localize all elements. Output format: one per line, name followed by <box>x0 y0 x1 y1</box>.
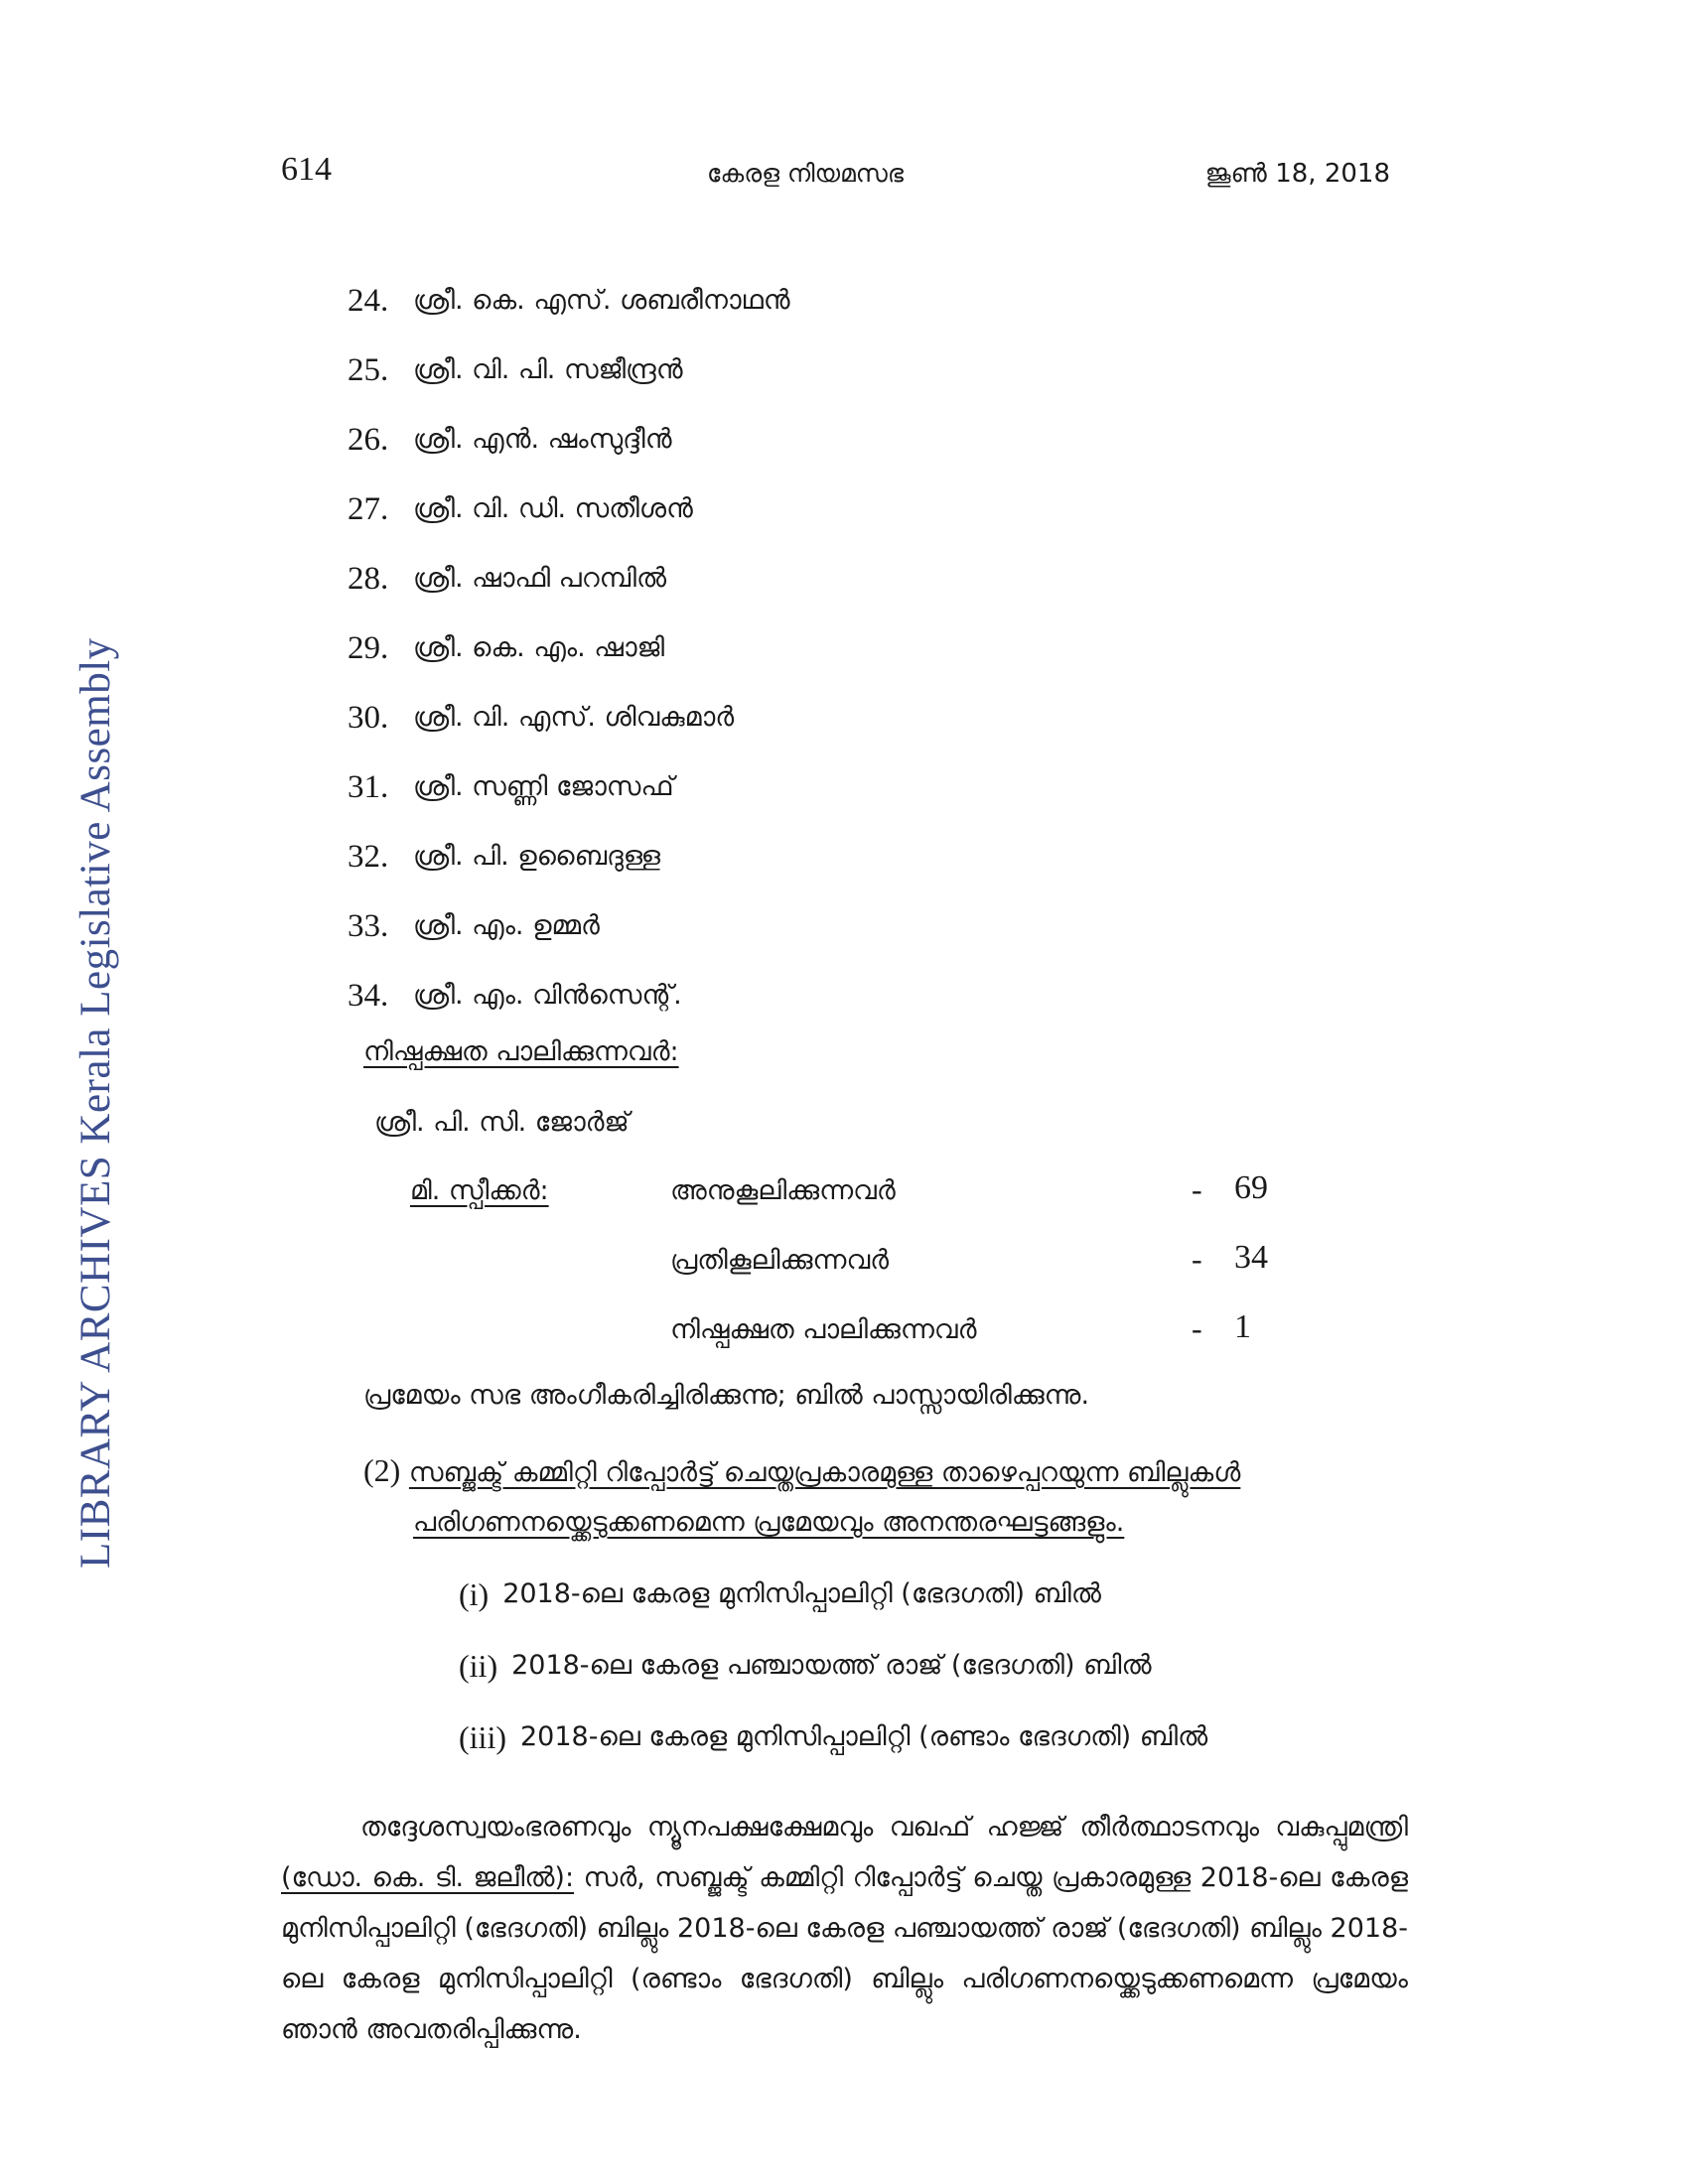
bill-index: (iii) <box>459 1718 506 1755</box>
vote-label: അനുകൂലിക്കുന്നവർ <box>670 1175 896 1206</box>
member-number: 31. <box>348 768 389 805</box>
vote-count: 1 <box>1234 1308 1251 1345</box>
neutral-heading: നിഷ്പക്ഷത പാലിക്കുന്നവർ: <box>363 1036 679 1067</box>
member-number: 34. <box>348 977 389 1014</box>
list-item <box>348 475 790 544</box>
bill-list <box>459 1559 1207 1773</box>
member-name: ശ്രീ. കെ. എസ്. ശബരീനാഥൻ <box>413 285 790 316</box>
bill-title: 2018-ലെ കേരള മുനിസിപ്പാലിറ്റി (രണ്ടാം ഭേദഗതി) ബിൽ <box>519 1721 1208 1752</box>
list-item <box>348 266 790 336</box>
motion-result: പ്രമേയം സഭ അംഗീകരിച്ചിരിക്കുന്നു; ബിൽ പാസ്സായിരിക്കുന്നു. <box>363 1380 1090 1411</box>
bill-index: (i) <box>459 1575 490 1612</box>
archive-watermark: LIBRARY ARCHIVES Kerala Legislative Assembly <box>72 637 119 1569</box>
member-number: 33. <box>348 907 389 944</box>
vote-count: 34 <box>1234 1239 1268 1276</box>
member-name: ശ്രീ. പി. ഉബൈദുള്ള <box>413 841 660 872</box>
member-name: ശ്രീ. വി. പി. സജീന്ദ്രൻ <box>413 354 683 385</box>
member-number: 27. <box>348 490 389 527</box>
vote-label: നിഷ്പക്ഷത പാലിക്കുന്നവർ <box>670 1314 977 1345</box>
member-name: ശ്രീ. എം. വിൻസെന്റ്. <box>413 980 682 1011</box>
neutral-member: ശ്രീ. പി. സി. ജോർജ് <box>374 1107 630 1138</box>
member-number: 24. <box>348 282 389 319</box>
agenda-item-number: (2) <box>363 1452 401 1488</box>
agenda-item-title-1: സബ്ജക്ട് കമ്മിറ്റി റിപ്പോർട്ട് ചെയ്തപ്രകാരമുള്ള താഴെപ്പറയുന്ന ബില്ലുകൾ <box>408 1457 1241 1488</box>
list-item <box>459 1630 1207 1702</box>
member-name: ശ്രീ. വി. എസ്. ശിവകുമാർ <box>413 702 735 733</box>
member-number: 28. <box>348 560 389 597</box>
member-name: ശ്രീ. എം. ഉമ്മർ <box>413 910 600 941</box>
list-item <box>348 752 790 822</box>
bill-title: 2018-ലെ കേരള മുനിസിപ്പാലിറ്റി (ഭേദഗതി) ബിൽ <box>502 1578 1101 1609</box>
vote-dash: - <box>1192 1310 1202 1346</box>
member-number: 26. <box>348 421 389 458</box>
speaker-label: മി. സ്പീക്കർ: <box>410 1175 549 1206</box>
vote-dash: - <box>1192 1241 1202 1277</box>
vote-row-ayes <box>410 1160 1304 1229</box>
agenda-item-title-2: പരിഗണനയ്ക്കെടുക്കണമെന്ന പ്രമേയവും അനന്തരഘട്ടങ്ങളും. <box>413 1507 1125 1538</box>
vote-row-abstain <box>410 1298 1304 1368</box>
vote-tally <box>410 1160 1304 1368</box>
list-item <box>348 683 790 752</box>
header-title: കേരള നിയമസഭ <box>707 159 904 188</box>
vote-dash: - <box>1192 1171 1202 1207</box>
bill-index: (ii) <box>459 1647 498 1684</box>
bill-title: 2018-ലെ കേരള പഞ്ചായത്ത് രാജ് (ഭേദഗതി) ബിൽ <box>511 1650 1152 1681</box>
member-name: ശ്രീ. വി. ഡി. സതീശൻ <box>413 493 693 524</box>
member-number: 29. <box>348 629 389 666</box>
member-number: 30. <box>348 699 389 736</box>
list-item <box>348 822 790 891</box>
agenda-item-heading <box>363 1445 1406 1548</box>
vote-row-noes <box>410 1229 1304 1298</box>
list-item <box>348 891 790 961</box>
agenda-item-line-1 <box>363 1445 1406 1498</box>
list-item <box>348 961 790 1030</box>
statement-intro: തദ്ദേശസ്വയംഭരണവും ന്യൂനപക്ഷക്ഷേമവും വഖഫ് ഹജ്ജ് തീർത്ഥാടനവും വകുപ്പുമന്ത്രി <box>360 1812 1408 1843</box>
agenda-item-line-2 <box>363 1498 1406 1548</box>
vote-label: പ്രതികൂലിക്കുന്നവർ <box>670 1245 890 1276</box>
member-name: ശ്രീ. എൻ. ഷംസുദ്ദീൻ <box>413 424 672 455</box>
member-name: ശ്രീ. കെ. എം. ഷാജി <box>413 632 665 663</box>
list-item <box>348 336 790 405</box>
member-name: ശ്രീ. സണ്ണി ജോസഫ് <box>413 771 674 802</box>
page-number: 614 <box>281 151 332 188</box>
minister-statement <box>281 1802 1408 2055</box>
list-item <box>348 614 790 683</box>
list-item <box>348 544 790 614</box>
header-date: ജൂൺ 18, 2018 <box>1204 159 1390 189</box>
member-name: ശ്രീ. ഷാഫി പറമ്പിൽ <box>413 563 667 594</box>
statement-body: സർ, സബ്ജക്ട് കമ്മിറ്റി റിപ്പോർട്ട് ചെയ്ത പ്രകാരമുള്ള 2018-ലെ കേരള മുനിസിപ്പാലിറ്റി (ഭേദഗതി) ബില്ലും 2018-ലെ കേരള പഞ്ചായത്ത് രാജ് (ഭേദഗതി) ബില്ലും 2018-ലെ കേരള മുനിസിപ്പാലിറ്റി (രണ്ടാം ഭേദഗതി) ബില്ലും പരിഗണനയ്ക്കെടുക്കണമെന്ന പ്രമേയം ഞാൻ അവതരിപ്പിക്കുന്നു. <box>281 1862 1408 2045</box>
list-item <box>459 1559 1207 1630</box>
statement-speaker: (ഡോ. കെ. ടി. ജലീൽ): <box>281 1862 575 1893</box>
list-item <box>459 1702 1207 1773</box>
vote-count: 69 <box>1234 1169 1268 1206</box>
list-item <box>348 405 790 475</box>
member-number: 25. <box>348 351 389 388</box>
member-number: 32. <box>348 838 389 875</box>
member-list <box>348 266 790 1030</box>
